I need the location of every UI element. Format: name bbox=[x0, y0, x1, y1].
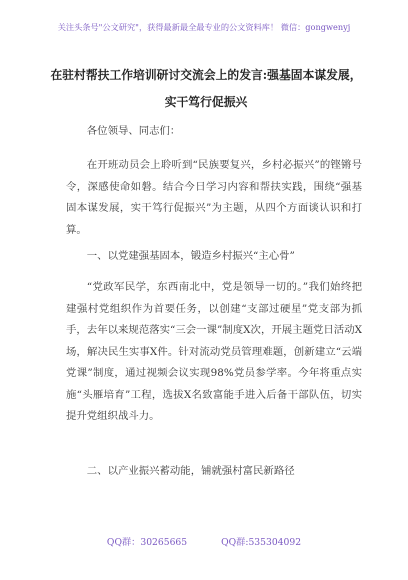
document-title-line-2: 实干笃行促振兴 bbox=[164, 95, 248, 109]
salutation: 各位领导、同志们： bbox=[86, 125, 181, 137]
footer-contact bbox=[0, 534, 408, 548]
document-title-line-1: 在驻村帮扶工作培训研讨交流会上的发言:强基固本谋发展， bbox=[50, 68, 362, 82]
header-note: 关注头条号"公文研究"，获得最新最全最专业的公文资料库！ 微信：gongwenyj bbox=[57, 22, 351, 32]
section-heading-1: 一、以党建强基固本，锻造乡村振兴“主心骨” bbox=[86, 250, 295, 262]
intro-paragraph: 在开班动员会上聆听到“民族要复兴，乡村必振兴”的铿锵号令，深感使命如磐。结合今日学习内容和帮扶实践，围绕“强基固本谋发展，实干笃行促振兴”为主题，从四个方面谈认识和打算。 bbox=[66, 159, 362, 236]
section-body-1: “党政军民学，东西南北中，党是领导一切的。”我们始终把建强村党组织作为首要任务，以创建“支部过硬星”党支部为抓手，去年以来规范落实“三会一课”制度X次，开展主题党日活动X场，解决民生实事X件。针对流动党员管理难题，创新建立“云端党课”制度，通过视频会议实现98%党员参学率。今年将重点实施“头雁培育”工程，选拔X名致富能手进入后备干部队伍，切实提升党组织战斗力。 bbox=[66, 281, 362, 422]
footer-qq-group-1: QQ群：30265665 bbox=[106, 537, 188, 548]
footer-qq-group-2: QQ群:535304092 bbox=[221, 537, 302, 548]
section-heading-2: 二、以产业振兴蓄动能，铺就强村富民新路径 bbox=[86, 465, 295, 477]
document-title bbox=[40, 62, 372, 116]
